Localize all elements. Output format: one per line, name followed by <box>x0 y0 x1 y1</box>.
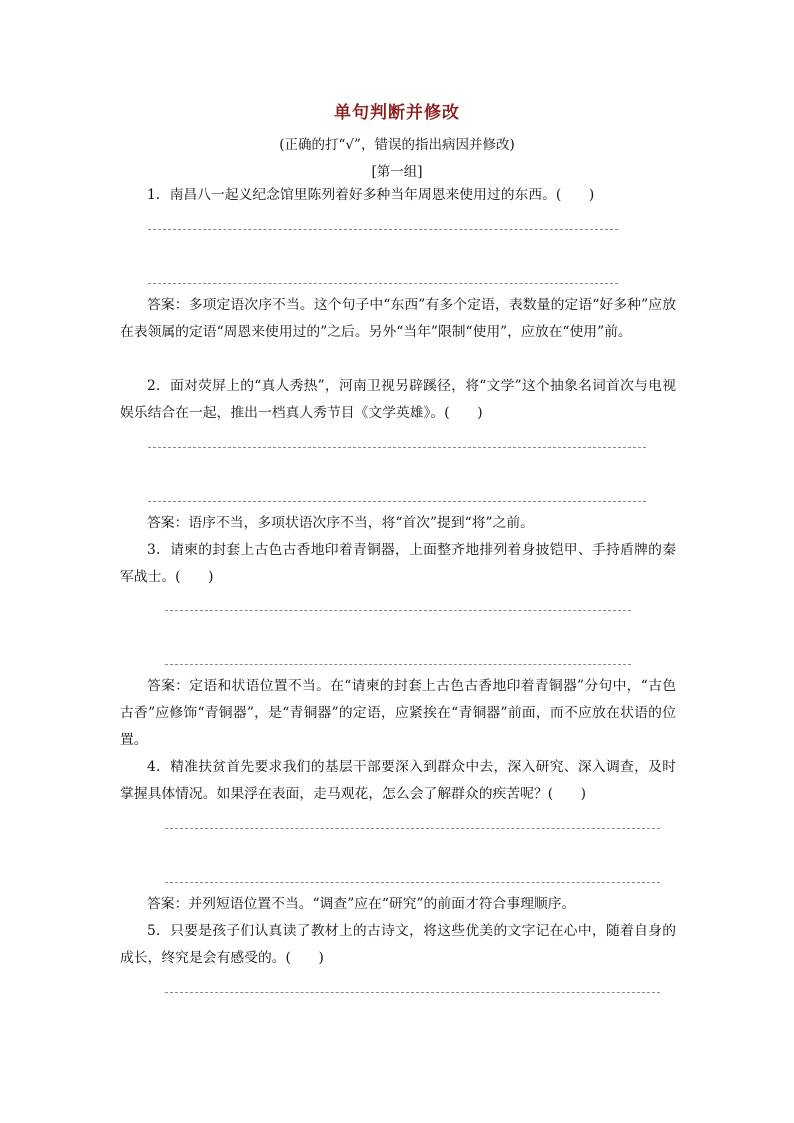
answer-line-3a <box>165 610 631 611</box>
page-title: 单句判断并修改 <box>334 103 460 123</box>
question-4: 4．精准扶贫首先要求我们的基层干部要深入到群众中去，深入研究、深入调查，及时掌握具体情况。如果浮在表面，走马观花，怎么会了解群众的疾苦呢？( ) <box>120 759 676 802</box>
answer-line-4a <box>165 828 660 829</box>
answer-3: 答案：定语和状语位置不当。在“请柬的封套上古色古香地印着青铜器”分句中，“古色古香”应修饰“青铜器”，是“青铜器”的定语，应紧挨在“青铜器”前面，而不应放在状语的位置。 <box>120 678 676 748</box>
answer-line-2b <box>148 501 646 502</box>
answer-line-1a <box>148 229 618 230</box>
answer-line-4b <box>165 882 660 883</box>
question-2: 2．面对荧屏上的“真人秀热”，河南卫视另辟蹊径，将“文学”这个抽象名词首次与电视娱乐结合在一起，推出一档真人秀节目《文学英雄》。( ) <box>120 378 676 421</box>
answer-2: 答案：语序不当，多项状语次序不当，将“首次”提到“将”之前。 <box>147 515 534 531</box>
answer-4: 答案：并列短语位置不当。“调查”应在“研究”的前面才符合事理顺序。 <box>147 896 576 912</box>
question-1: 1．南昌八一起义纪念馆里陈列着好多种当年周恩来使用过的东西。( ) <box>147 187 595 203</box>
answer-line-1b <box>148 283 618 284</box>
answer-line-3b <box>165 664 631 665</box>
answer-1: 答案：多项定语次序不当。这个句子中“东西”有多个定语，表数量的定语“好多种”应放在表领属的定语“周恩来使用过的”之后。另外“当年”限制“使用”，应放在“使用”前。 <box>120 297 676 340</box>
question-3: 3．请柬的封套上古色古香地印着青铜器，上面整齐地排列着身披铠甲、手持盾牌的秦军战士。( ) <box>120 542 676 585</box>
question-5: 5．只要是孩子们认真读了教材上的古诗文，将这些优美的文字记在心中，随着自身的成长，终究是会有感受的。( ) <box>120 923 676 966</box>
answer-line-5a <box>165 992 660 993</box>
group-label: [第一组] <box>371 164 423 180</box>
answer-line-2a <box>148 447 646 448</box>
instructions: (正确的打“√”，错误的指出病因并修改) <box>279 137 515 153</box>
